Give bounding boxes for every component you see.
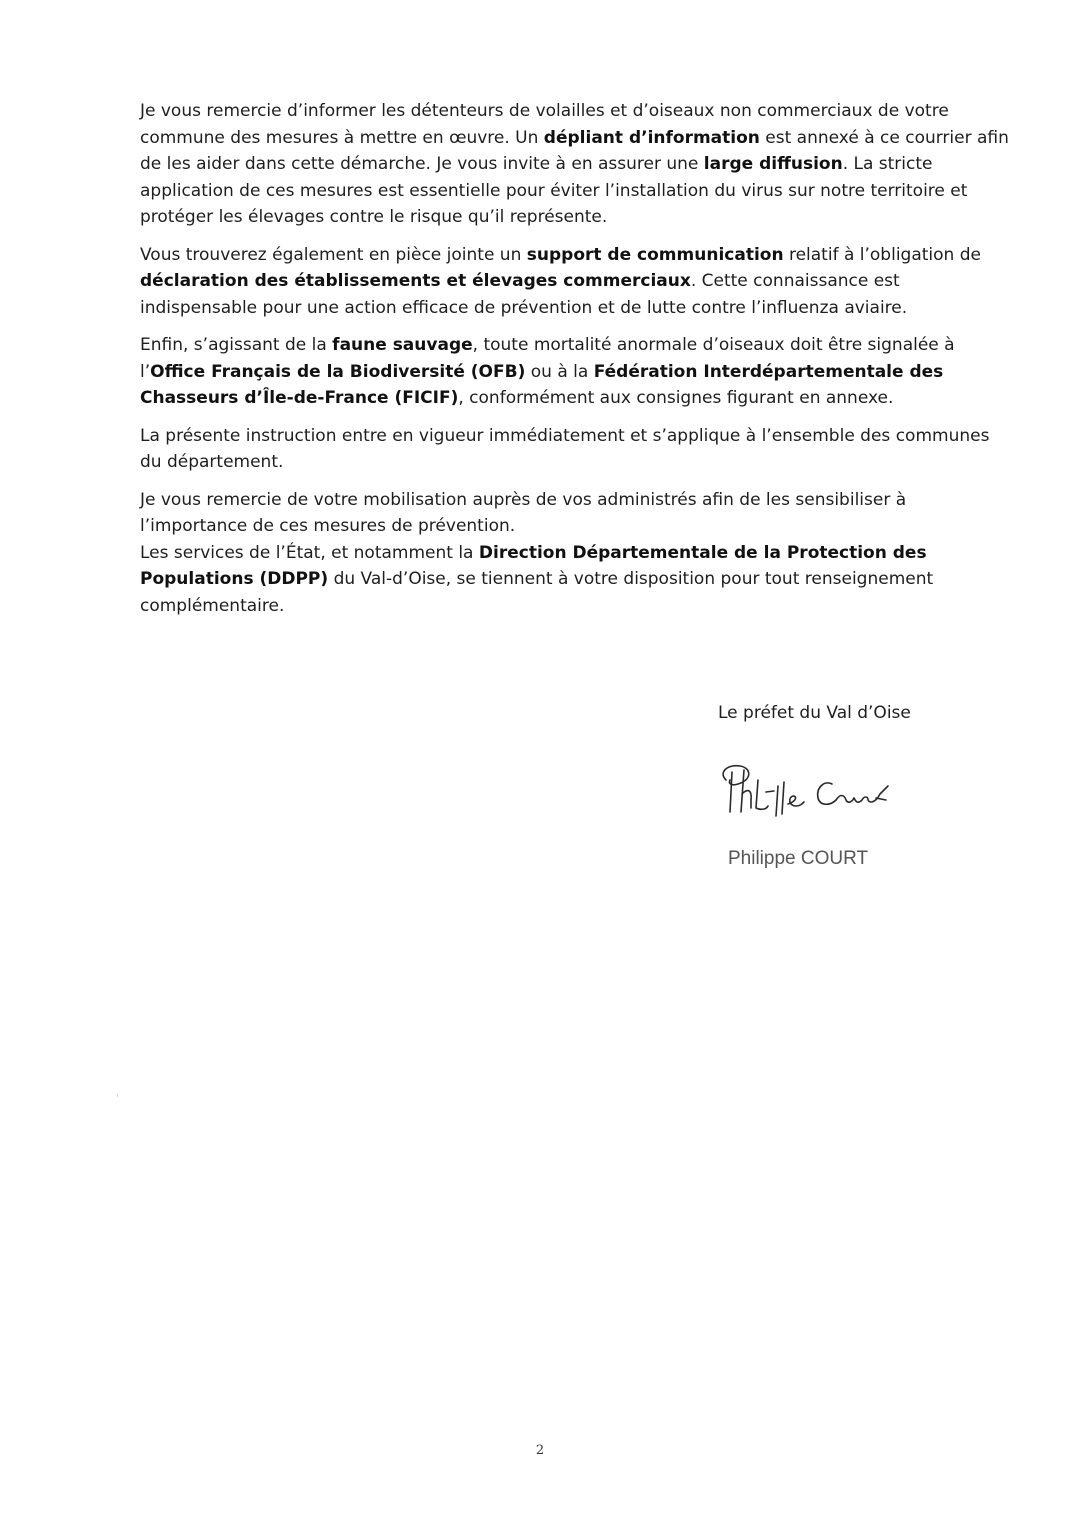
text-run: Je vous remercie de votre mobilisation auprès de vos administrés afin de les sensibiliser à l’importance de ces mesures de prévention. — [140, 489, 907, 536]
text-run: Vous trouverez également en pièce jointe un — [140, 244, 527, 265]
bold-text-run: Office Français de la Biodiversité (OFB) — [150, 361, 526, 382]
bold-text-run: déclaration des établissements et élevages commerciaux — [140, 271, 691, 291]
signatory-name: Philippe COURT — [728, 848, 869, 869]
text-run: Les services de l’État, et notamment la — [140, 542, 479, 563]
text-run: du Val-d’Oise, se tiennent à votre disposition pour tout renseignement complémentaire. — [140, 569, 934, 616]
text-run: , conformément aux consignes figurant en annexe. — [458, 388, 894, 408]
text-run: . Cette connaissance est indispensable pour une action efficace de prévention et de lutte contre l’influenza aviaire. — [140, 271, 908, 318]
scan-artifact — [117, 1094, 118, 1097]
paragraph-thanks — [140, 487, 1010, 540]
page-number: 2 — [535, 1443, 545, 1458]
text-run: relatif à l’obligation de — [783, 244, 981, 265]
bold-text-run: large diffusion — [703, 154, 843, 174]
bold-text-run: faune sauvage — [332, 335, 473, 355]
bold-text-run: support de communication — [526, 244, 784, 265]
text-run: La présente instruction entre en vigueur immédiatement et s’applique à l’ensemble des communes du département. — [140, 425, 990, 472]
signatory-title: Le préfet du Val d’Oise — [718, 703, 911, 723]
text-run: Je vous remercie d’informer les détenteurs de volailles et d’oiseaux non commerciaux de votre commune des mesures à mettre en œuvre. Un — [140, 101, 949, 148]
paragraph-state-services — [140, 540, 1010, 620]
bold-text-run: Direction Départementale de la Protection des Populations (DDPP) — [140, 542, 927, 589]
text-run: ou à la — [525, 361, 594, 382]
paragraph-communication-support — [140, 242, 1010, 322]
text-run: est annexé à ce courrier afin de les aider dans cette démarche. Je vous invite à en assurer une — [140, 127, 1009, 174]
text-run: , toute mortalité anormale d’oiseaux doit être signalée à l’ — [140, 335, 955, 382]
text-run: . La stricte application de ces mesures est essentielle pour éviter l’installation du virus sur notre territoire et protéger les élevages contre le risque qu’il représente. — [140, 154, 968, 227]
paragraph-instruction — [140, 423, 1010, 476]
paragraph-leaflet — [140, 98, 1010, 231]
handwritten-signature — [708, 758, 898, 826]
letter-body — [140, 98, 1010, 630]
bold-text-run: Fédération Interdépartementale des Chasseurs d’Île-de-France (FICIF) — [140, 361, 944, 408]
text-run: Enfin, s’agissant de la — [140, 335, 333, 355]
paragraph-wildlife — [140, 332, 1010, 412]
bold-text-run: dépliant d’information — [543, 127, 760, 148]
